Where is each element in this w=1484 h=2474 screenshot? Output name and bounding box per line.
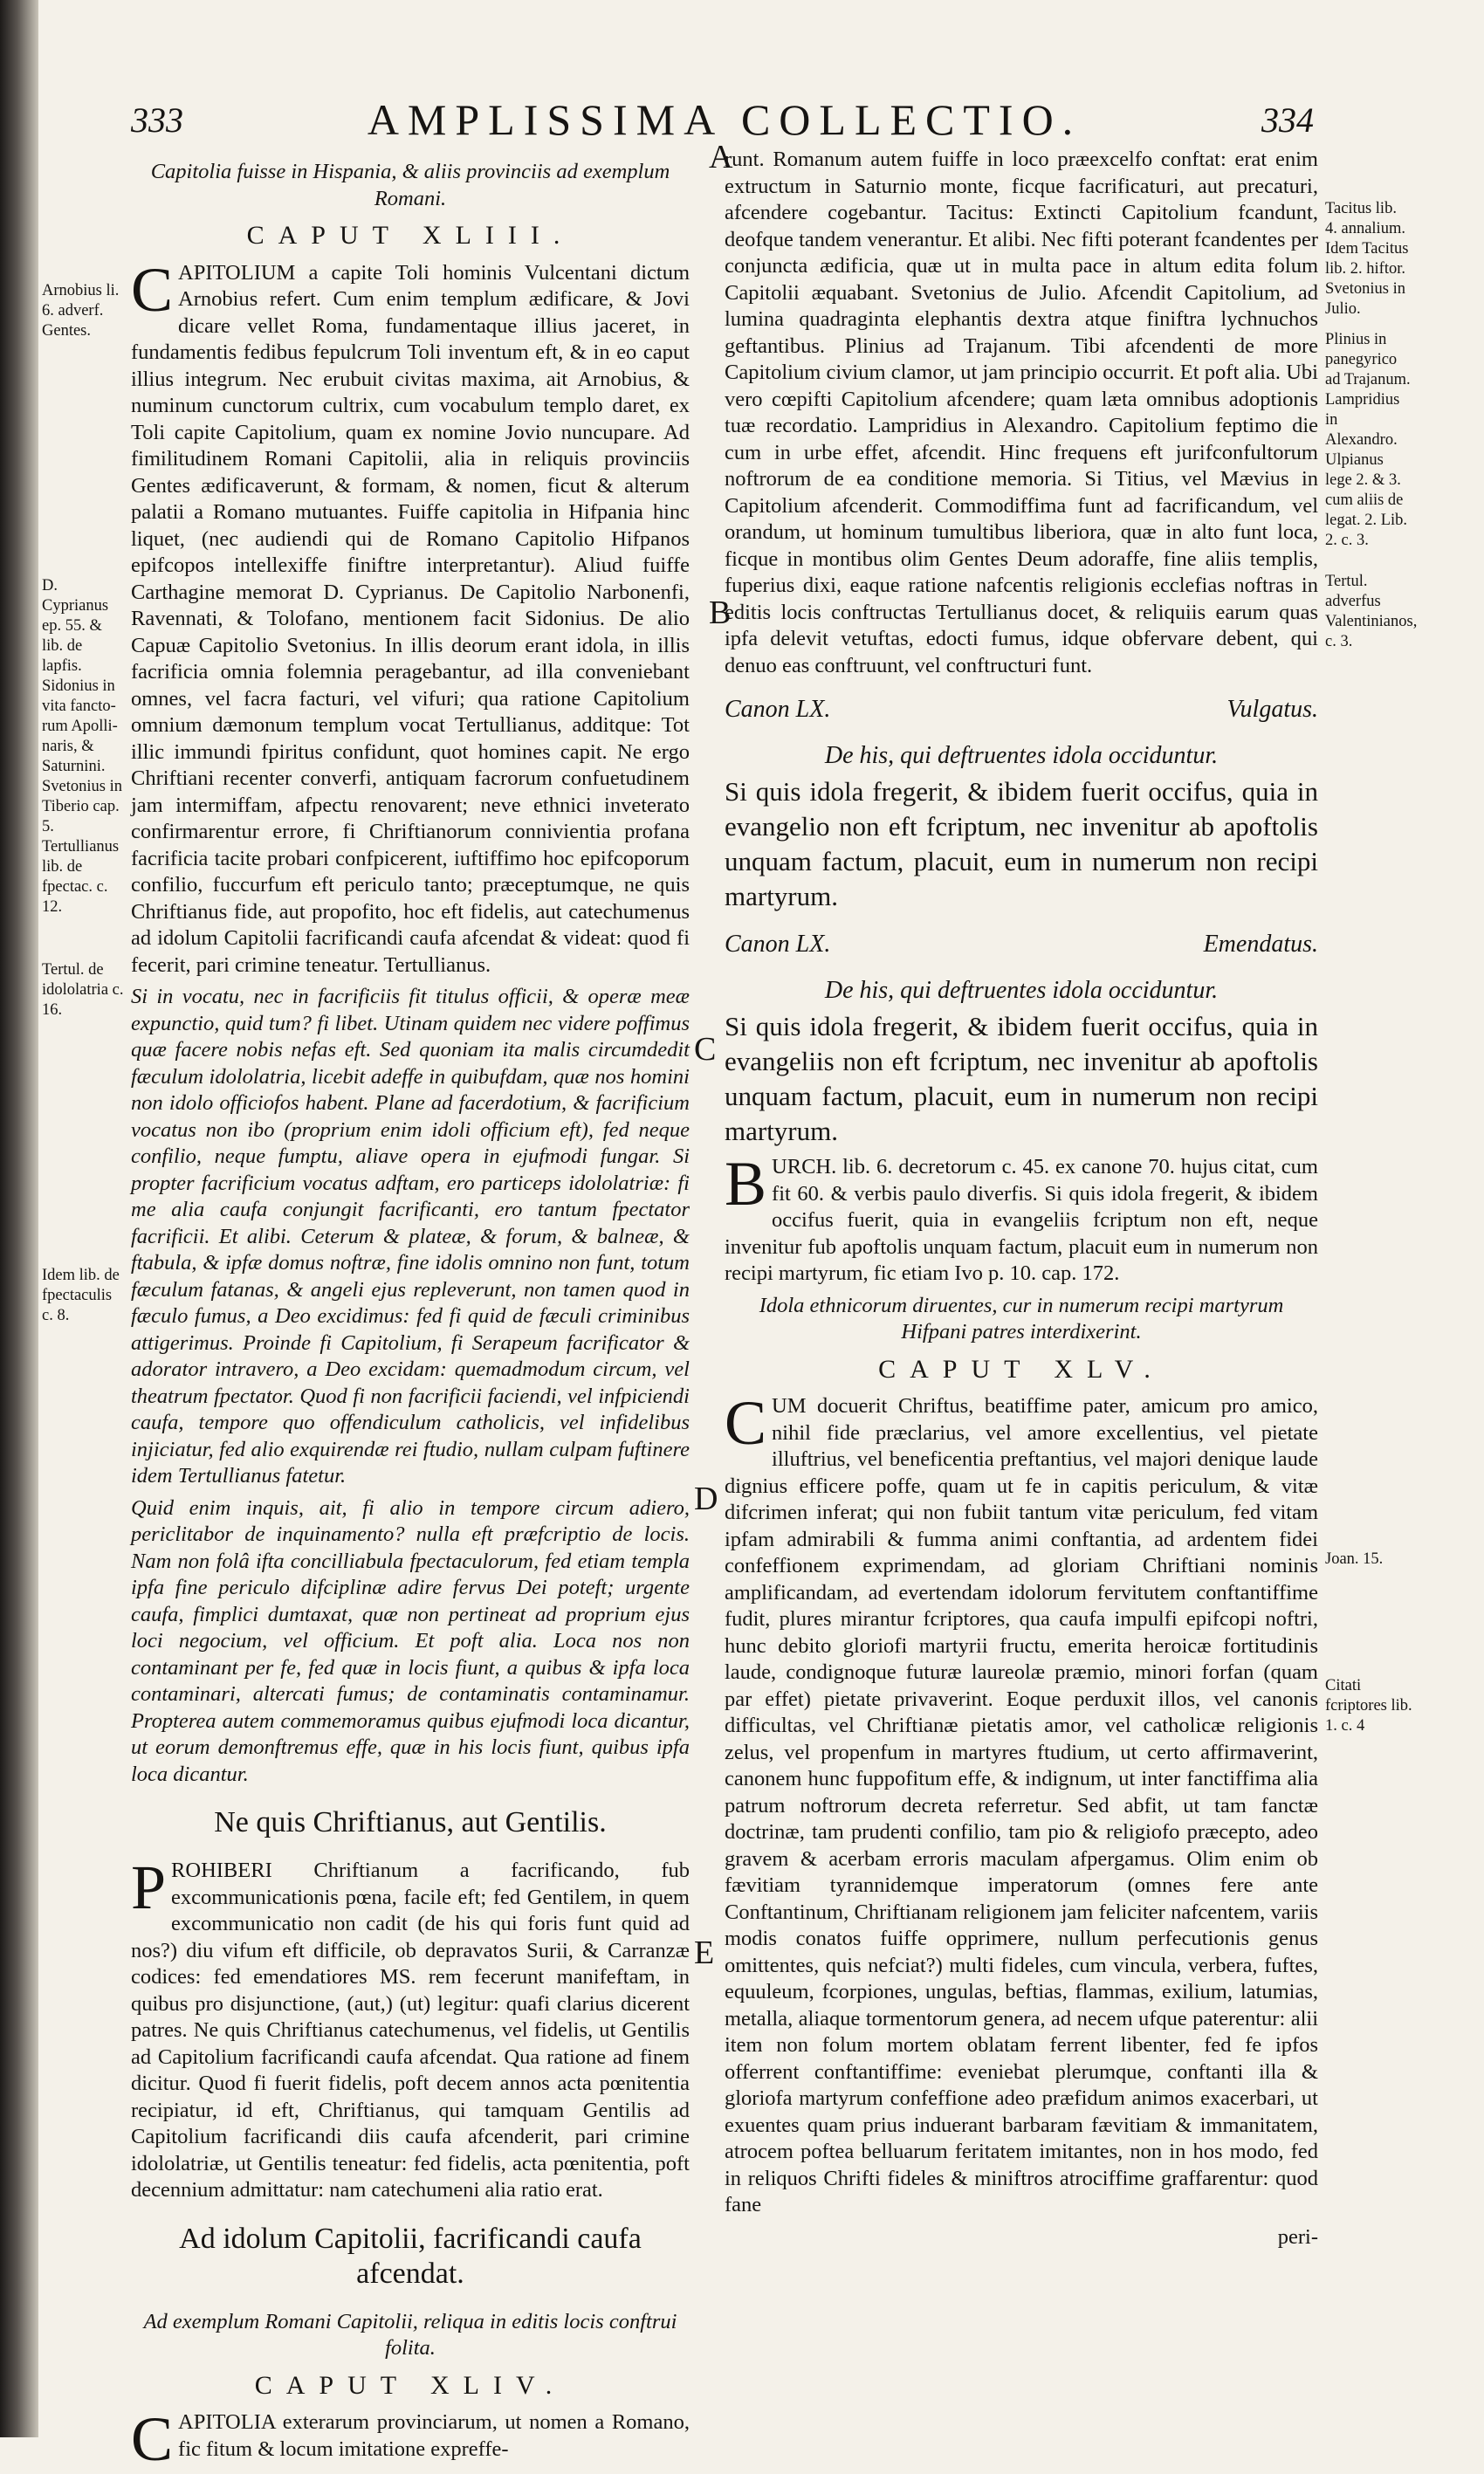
chapter-summary: Idola ethnicorum diruentes, cur in numerum recipi martyrum Hifpani patres interdixerint. bbox=[759, 1293, 1284, 1344]
margin-note: Idem lib. de fpectaculis c. 8. bbox=[42, 1267, 120, 1324]
chapter-heading: CAPUT XLV. bbox=[878, 1354, 1165, 1384]
section-letter-e: E bbox=[694, 1935, 715, 1971]
paragraph bbox=[725, 1149, 1318, 1288]
paragraph-text: APITOLIA exterarum provinciarum, ut nomen a Romano, fic fitum & locum imitatione expreffe- bbox=[178, 2410, 690, 2461]
left-page-number: 333 bbox=[131, 100, 183, 140]
right-margin-notes bbox=[1325, 1676, 1412, 1743]
paragraph-text: APITOLIUM a capite Toli hominis Vulcentani dictum Arnobius refert. Cum enim templum ædificare, & Jovi dicare vellet Roma, fundamentaque illius jaceret, in fundamentis fedibus fepulcrum Toli inventum eft, & in eo caput illius integrum. Nec erubuit civitas maxima, ait Arnobius, & numinum cunctorum cultrix, cum vocabulum templo daret, ex Toli capite Capitolium, quam ex nomine Jovio nuncupare. Ad fimilitudinem Romani Capitolii, alia in reliquis provinciis Gentes ædificaverunt, & formam, & nomen, ficut & alterum palatii a Romano mutuantes. Fuiffe capitolia in Hifpania hinc liquet, (nec audiendi qui de Romano Capitolio Hifpanos epifcopos intellexiffe finiftre interpretantur). Aliud fuiffe Carthagine memorat D. Cyprianus. De Capitolio Narbonenfi, Ravennati, & Tolofano, mentionem facit Sidonius. De alio Capuæ Capitolio Svetonius. In illis deorum erant idola, in illis facrificia omnia folemnia peragebantur, ad illa conveniebant omnes, vel facra facturi, vel vifuri; qua ratione Capitolium omnium dæmonum templum vocat Tertullianus, additque: Tot illic immundi fpiritus confidunt, quot homines capit. Ne ergo Chriftiani recenter converfi, antiquam facrorum confuetudinem jam intermiffam, afpectu renovarent; neve ethnici inveterato confirmarentur errore, fi Chriftianorum connivientia profana facrificia tacite probari confpicerent, iuftiffimo hoc epifcoporum confilio, fuccurfum eft periculo tanto; præceptumque, ne quis Chriftianus fide, aut propofito, hoc eft fidelis, aut catechumenus ad idolum Capitolii facrificandi caufa afcendat & videat: quod fi fecerit, pari crimine teneatur. Tertullianus. bbox=[131, 260, 690, 977]
chapter-heading: CAPUT XLIV. bbox=[254, 2370, 567, 2400]
section-letter-a: A bbox=[709, 139, 733, 175]
right-margin-notes bbox=[1325, 199, 1412, 326]
margin-note: Plinius in panegyrico ad Trajanum. Lampridius in Alexandro. Ulpianus lege 2. & 3. cum aliis de legat. 2. Lib. 2. c. 3. bbox=[1325, 331, 1411, 549]
drop-cap: P bbox=[131, 1852, 167, 1922]
left-margin-notes bbox=[42, 960, 126, 1027]
canon-title: De his, qui deftruentes idola occiduntur. bbox=[824, 976, 1219, 1004]
chapter-summary: Ad exemplum Romani Capitolii, reliqua in editis locis conftrui folita. bbox=[143, 2309, 677, 2360]
drop-cap: C bbox=[725, 1388, 767, 1458]
right-margin-notes bbox=[1325, 572, 1418, 659]
canon-kind: Emendatus. bbox=[1203, 931, 1318, 958]
margin-note: Tertul. adverfus Valentinianos, c. 3. bbox=[1325, 573, 1418, 650]
paragraph bbox=[725, 1388, 1318, 2219]
quotation: Si in vocatu, nec in facrificiis fit titulus officii, & operæ meæ expunctio, quid tum? fi libet. Utinam quidem nec videre poffimus quæ facere nobis nefas eft. Sed quoniam ita malis circumdedit fæculum idololatria, licebit adeffe in quibufdam, quæ nos homini non idolo officiofos habent. Plane ad facerdotium, & facrificium vocatus non ibo (proprium enim idoli officium eft), fed neque confilio, neque fumptu, aliave opera in ejufmodi fungar. Si propter facrificium vocatus adftam, ero particeps idololatriæ: fi me alia caufa conjungit facrificanti, ero tantum fpectator facrificii. Et alibi. Ceterum & plateæ, & forum, & balneæ, & ftabula, & ipfæ domus noftræ, fine idolis omnino non funt, totum fæculum fatanas, & angeli ejus repleverunt, non tamen quod in fæculo fumus, a Deo excidimus: fed fi quid de fæculi criminibus attigerimus. Proinde fi Capitolium, fi Serapeum facrificator & adorator intravero, a Deo excidam: quemadmodum circum, vel theatrum fpectator. Quod fi non facrificii faciendi, vel infpiciendi caufa, tempore quo offendiculum catholicis, vel infidelibus injiciatur, fed alio exquirendæ rei ftudio, nullam culpam fuftinere idem Tertullianus fatetur. bbox=[131, 985, 690, 1488]
paragraph bbox=[131, 1852, 690, 2204]
paragraph bbox=[131, 254, 690, 979]
paragraph-text: UM docuerit Chriftus, beatiffime pater, amicum pro amico, nihil fide præclarius, vel amore excellentius, vel pietate illuftrius, vel beneficentia preftantius, vel majori denique laude dignius efficere poffe, quam ut fe in capitis periculum, & vitæ difcrimen inferat; qui non fubiit tantum vitæ periculum, fed vitam ipfam admirabili & fumma animi conftantia, ad ardentem fidei confeffionem exprimendam, ad gloriam Chriftiani nominis amplificandam, ad evertendam idolorum fervitutem conftantiffime fudit, plures mirantur fcriptores, qua caufa impulfi epifcopi noftri, hunc debito gloriofi martyrii fructu, emerita heroicæ fortitudinis laude, condignoque futuræ laureolæ præmio, minori forfan (quam par effet) pietate privaverint. Eoque perduxit illos, vel canonis difficultas, vel Chriftianæ pietatis amor, vel catholicæ religionis zelus, vel propenfum in martyres ftudium, ut certo affirmaverint, canonem hunc fuppofitum effe, & indignum, ut inter fanctiffima alia patrum noftrorum decreta referretur. Sed abfit, ut tam fanctæ doctrinæ, tam prudenti confilio, tam pio & religiofo præcepto, adeo gravem & acerbam erroris maculam afpergamus. Olim enim ob fævitiam tyrannidemque imperatorum (omnes fere ante Conftantinum, Chriftianam religionem jam feliciter nafcentem, variis modis conatos fuiffe opprimere, nullum perfecutionis genus omittentes, quis nefciat?) multi fideles, cum vincula, verbera, fuftes, equuleum, fcorpiones, ungulas, beftias, flammas, exilium, latumias, metalla, aliaque tormentorum genera, ad necem ufque paterentur: alii item non folum mortem oblatam ferrent libenter, fed fe ipfos offerrent conftantiffime: eveniebat plerumque, conftanti illa & gloriofa martyrum confeffione adeo præfidum animos exacerbari, ut exuentes quam prius induerant barbaram fævitiam & immanitatem, atrocem poftea belluarum feritatem imitantes, non in hos modo, fed in reliquos Chrifti fideles & miniftros atrociffime graffarentur: quod fane bbox=[725, 1394, 1318, 2216]
paragraph-text: ROHIBERI Chriftianum a facrificando, fub excommunicationis pœna, facile eft; fed Gentilem, in quem excommunicatio non cadit (de his qui foris funt quid ad nos?) diu vifum eft difficile, ob depravatos Surii, & Carranzæ codices: fed emendatiores MS. rem fecerunt manifeftam, in quibus pro disjunctione, (aut,) (ut) legitur: quafi clarius dicerent patres. Ne quis Chriftianus catechumenus, vel fidelis, ut Gentilis ad Capitolium facrificandi caufa afcendat. Qua ratione ad finem dicitur. Quod fi fuerit fidelis, poft decem annos acta pœnitentia recipiatur, id eft, Chriftianus, qui tamquam Gentilis ad Capitolium facrificandi diis caufa afcenderit, pari crimine idololatriæ, ut Gentilis teneatur: fed fidelis, acta pœnitentia, poft decennium admittatur: nam catechumeni alia ratio erat. bbox=[131, 1859, 690, 2202]
margin-note: Joan. 15. bbox=[1325, 1550, 1384, 1568]
section-heading: Ne quis Chriftianus, aut Gentilis. bbox=[214, 1806, 607, 1838]
binding-gutter-shadow bbox=[0, 0, 38, 2437]
section-letter-c: C bbox=[694, 1031, 717, 1068]
canon-label: Canon LX. bbox=[725, 931, 831, 958]
canon-text: Si quis idola fregerit, & ibidem fuerit occifus, quia in evangelio non eft fcriptum, nec invenitur ab apoftolis unquam factum, placuit, eum in numerum non recipi martyrum. bbox=[725, 776, 1318, 911]
quotation: Quid enim inquis, ait, fi alio in tempore circum adiero, periclitabor de inquinamento? nulla eft præfcriptio de locis. Nam non folâ ifta concilliabula fpectaculorum, fed etiam templa ipfa fine periculo difciplinæ adire fervus Dei poteft; urgente caufa, fimplici dumtaxat, quæ non pertineat ad proprium ejus loci negocium, vel officium. Et poft alia. Loca nos non contaminant per fe, fed quæ in locis fiunt, a quibus & ipfa loca contaminari, altercati fumus; de contaminatis contaminamur. Propterea autem commemoramus quibus ejufmodi loca dicantur, ut eorum demonftremus effe, quæ in his locis fiunt, quibus ipfa loca dicantur. bbox=[131, 1495, 690, 1786]
canon-label: Canon LX. bbox=[725, 696, 831, 723]
right-margin-notes bbox=[1325, 330, 1412, 558]
margin-note: Tertul. de idololatria c. 16. bbox=[42, 961, 124, 1019]
section-letter-b: B bbox=[709, 594, 732, 631]
canon-heading bbox=[725, 697, 1318, 724]
paragraph: runt. Romanum autem fuiffe in loco præexcelfo conftat: erat enim extructum in Saturnio monte, ficque facrificaturi, aut precaturi, afcendere cogebantur. Tacitus: Extincti Capitolium fcandunt, deofque tandem venerantur. Et alibi. Nec fifti poterant fcandentes per conjuncta ædificia, quæ ut in multa pace in altum edita folum Capitolii æquabant. Svetonius de Julio. Afcendit Capitolium, ad lumina quadraginta elephantis dextra atque finiftra lychnuchos geftantibus. Plinius ad Trajanum. Tibi afcendenti de more Capitolium civium clamor, ut jam principio occurrit. Et poft alia. Ubi vero cœpifti Capitolium afcendere; quam læta omnibus adoptionis tuæ recordatio. Lampridius in Alexandro. Capitolium feptimo die cum in urbe effet, afcendit. Hinc frequens eft jurifconfultorum noftrorum de ea conditione memoria. Si Titius, vel Mævius in Capitolium afcenderit. Commodiffima funt ad facrificandum, vel orandum, ut hominum tumultibus liberiora, quæ in alto funt loca, ficque in montibus olim Gentes Deum adoraffe, fine aliis templis, fuperius dixi, eaque ratione nafcentis religionis ecclefias noftras in editis locis conftructas Tertullianus docet, & reliquiis earum quas ipfa delevit vetuftas, edocti fumus, idque obfervare debent, qui denuo eas conftruunt, vel conftructuri funt. bbox=[725, 148, 1318, 677]
margin-note: Tacitus lib. 4. annalium. Idem Tacitus lib. 2. hiftor. Svetonius in Julio. bbox=[1325, 200, 1409, 318]
right-page-number: 334 bbox=[1261, 100, 1314, 140]
paragraph-text: URCH. lib. 6. decretorum c. 45. ex canone 70. hujus citat, cum fit 60. & verbis paulo diverfis. Si quis idola fregerit, & ibidem occifus fuerit, quia in evangeliis fcriptum non eft, neque invenitur fub apoftolis unquam factum, placuit eum in numerum non recipi martyrum, fic etiam Ivo p. 10. cap. 172. bbox=[725, 1155, 1318, 1285]
drop-cap: C bbox=[131, 254, 174, 325]
paragraph bbox=[131, 2404, 690, 2474]
drop-cap: B bbox=[725, 1149, 767, 1219]
section-heading: Ad idolum Capitolii, facrificandi caufa afcendat. bbox=[179, 2222, 642, 2290]
canon-text: Si quis idola fregerit, & ibidem fuerit occifus, quia in evangeliis non eft fcriptum, nec invenitur ab apoftolis unquam factum, placuit, eum in numerum non recipi martyrum. bbox=[725, 1011, 1318, 1146]
left-margin-notes bbox=[42, 1266, 126, 1333]
canon-title: De his, qui deftruentes idola occiduntur. bbox=[824, 741, 1219, 769]
margin-note: Citati fcriptores lib. 1. c. 4 bbox=[1325, 1677, 1412, 1735]
left-margin-notes bbox=[42, 281, 126, 348]
chapter-heading: CAPUT XLIII. bbox=[246, 221, 574, 250]
left-margin-notes bbox=[42, 576, 126, 924]
chapter-summary: Capitolia fuisse in Hispania, & aliis provinciis ad exemplum Romani. bbox=[150, 160, 670, 210]
drop-cap: C bbox=[131, 2404, 174, 2474]
margin-note: D. Cyprianus ep. 55. & lib. de lapfis. Sidonius in vita fancto-rum Apolli-naris, & Saturnini. Svetonius in Tiberio cap. 5. Tertullianus lib. de fpectac. c. 12. bbox=[42, 577, 122, 916]
page-title: AMPLISSIMA COLLECTIO. bbox=[367, 95, 1082, 144]
canon-kind: Vulgatus. bbox=[1226, 696, 1318, 723]
canon-heading bbox=[725, 931, 1318, 959]
right-column bbox=[725, 147, 1318, 2416]
left-column bbox=[131, 159, 690, 2474]
section-letter-d: D bbox=[694, 1481, 718, 1517]
margin-note: Arnobius li. 6. adverf. Gentes. bbox=[42, 282, 120, 340]
right-margin-notes bbox=[1325, 1550, 1412, 1577]
catchword: peri- bbox=[1277, 2224, 1318, 2249]
